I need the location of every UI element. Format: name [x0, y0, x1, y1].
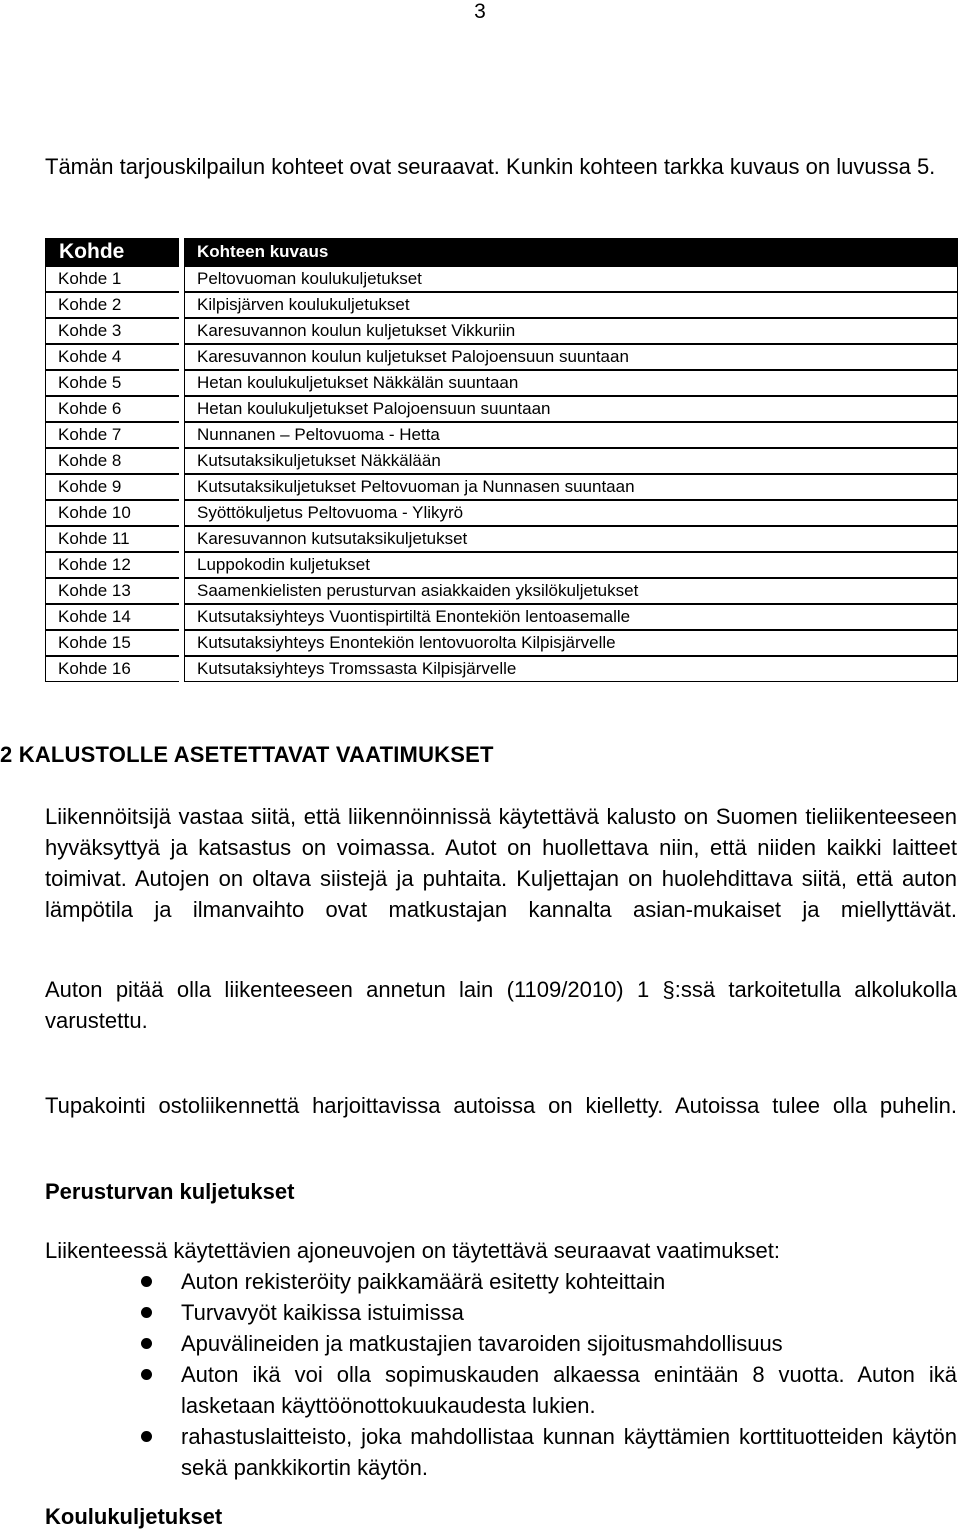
kuvaus-cell: Karesuvannon koulun kuljetukset Palojoensuun suuntaan: [184, 344, 958, 370]
kohde-cell: Kohde 13: [45, 578, 179, 604]
table-row: [45, 292, 958, 318]
list-item-text: rahastuslaitteisto, joka mahdollistaa kunnan käyttämien korttituotteiden käytön sekä pankkikortin käytön.: [181, 1424, 957, 1480]
intro-paragraph: Tämän tarjouskilpailun kohteet ovat seuraavat. Kunkin kohteen tarkka kuvaus on luvussa 5.: [45, 154, 936, 179]
kuvaus-cell: Peltovuoman koulukuljetukset: [184, 266, 958, 292]
table-row: [45, 526, 958, 552]
kohde-cell: Kohde 3: [45, 318, 179, 344]
table-row: [45, 474, 958, 500]
kohde-cell: Kohde 9: [45, 474, 179, 500]
kohde-cell: Kohde 4: [45, 344, 179, 370]
list-item: [45, 1421, 957, 1483]
kohde-cell: Kohde 12: [45, 552, 179, 578]
table-row: [45, 396, 958, 422]
alkolukko-paragraph: Auton pitää olla liikenteeseen annetun lain (1109/2010) 1 §:ssä tarkoitetulla alkolukolla varustettu.: [45, 977, 957, 1033]
header-kuvaus: Kohteen kuvaus: [184, 238, 958, 266]
table-row: [45, 448, 958, 474]
kuvaus-cell: Nunnanen – Peltovuoma - Hetta: [184, 422, 958, 448]
table-row: [45, 344, 958, 370]
table-row: [45, 266, 958, 292]
tupakointi-paragraph: Tupakointi ostoliikennettä harjoittavissa autoissa on kielletty. Autoissa tulee olla puhelin.: [45, 1093, 957, 1118]
requirement-list: [45, 1266, 957, 1483]
list-item: [45, 1297, 957, 1328]
kohde-cell: Kohde 6: [45, 396, 179, 422]
kuvaus-cell: Karesuvannon koulun kuljetukset Vikkuriin: [184, 318, 958, 344]
kuvaus-cell: Kilpisjärven koulukuljetukset: [184, 292, 958, 318]
header-kohde: Kohde: [45, 238, 179, 266]
kuvaus-cell: Syöttökuljetus Peltovuoma - Ylikyrö: [184, 500, 958, 526]
page-number: 3: [474, 0, 486, 23]
kohde-cell: Kohde 7: [45, 422, 179, 448]
list-item: [45, 1266, 957, 1297]
kalusto-paragraph: Liikennöitsijä vastaa siitä, että liikennöinnissä käytettävä kalusto on Suomen tieliikenteeseen hyväksyttyä ja katsastus on voimassa. Autot on huollettava niin, että niiden kaikki laitteet toimivat. Autojen on oltava siistejä ja puhtaita. Kuljettajan on huolehdittava siitä, että auton lämpötila ja ilmanvaihto ovat matkustajan kannalta asian-mukaiset ja miellyttävät.: [45, 804, 957, 922]
kohde-cell: Kohde 8: [45, 448, 179, 474]
kohde-cell: Kohde 15: [45, 630, 179, 656]
list-item-text: Auton ikä voi olla sopimuskauden alkaessa enintään 8 vuotta. Auton ikä lasketaan käyttöönottokuukaudesta lukien.: [181, 1362, 957, 1418]
kohde-table: [45, 238, 958, 682]
kohde-cell: Kohde 14: [45, 604, 179, 630]
bullet-icon: [141, 1338, 152, 1349]
list-item-text: Auton rekisteröity paikkamäärä esitetty kohteittain: [181, 1269, 666, 1294]
perusturva-intro: Liikenteessä käytettävien ajoneuvojen on täytettävä seuraavat vaatimukset:: [45, 1238, 781, 1263]
kuvaus-cell: Kutsutaksikuljetukset Peltovuoman ja Nunnasen suuntaan: [184, 474, 958, 500]
table-row: [45, 552, 958, 578]
table-row: [45, 500, 958, 526]
kuvaus-cell: Luppokodin kuljetukset: [184, 552, 958, 578]
kuvaus-cell: Kutsutaksiyhteys Enontekiön lentovuorolta Kilpisjärvelle: [184, 630, 958, 656]
kuvaus-cell: Kutsutaksikuljetukset Näkkälään: [184, 448, 958, 474]
kuvaus-cell: Kutsutaksiyhteys Tromssasta Kilpisjärvelle: [184, 656, 958, 682]
table-row: [45, 370, 958, 396]
kuvaus-cell: Saamenkielisten perusturvan asiakkaiden yksilökuljetukset: [184, 578, 958, 604]
kohde-cell: Kohde 5: [45, 370, 179, 396]
kohde-cell: Kohde 11: [45, 526, 179, 552]
kuvaus-cell: Hetan koulukuljetukset Näkkälän suuntaan: [184, 370, 958, 396]
table-row: [45, 578, 958, 604]
table-row: [45, 318, 958, 344]
kuvaus-cell: Hetan koulukuljetukset Palojoensuun suuntaan: [184, 396, 958, 422]
kohde-cell: Kohde 2: [45, 292, 179, 318]
section-heading: 2 KALUSTOLLE ASETETTAVAT VAATIMUKSET: [0, 742, 494, 767]
kuvaus-cell: Karesuvannon kutsutaksikuljetukset: [184, 526, 958, 552]
koulukuljetukset-heading: Koulukuljetukset: [45, 1504, 223, 1529]
kohde-cell: Kohde 1: [45, 266, 179, 292]
list-item: [45, 1328, 957, 1359]
kohde-cell: Kohde 16: [45, 656, 179, 682]
list-item-text: Turvavyöt kaikissa istuimissa: [181, 1300, 464, 1325]
table-row: [45, 422, 958, 448]
bullet-icon: [141, 1307, 152, 1318]
table-body: [45, 266, 958, 682]
perusturva-heading: Perusturvan kuljetukset: [45, 1179, 295, 1204]
table-row: [45, 630, 958, 656]
bullet-icon: [141, 1369, 152, 1380]
kohde-cell: Kohde 10: [45, 500, 179, 526]
table-header-row: [45, 238, 958, 266]
bullet-icon: [141, 1431, 152, 1442]
table-row: [45, 604, 958, 630]
table-row: [45, 656, 958, 682]
list-item-text: Apuvälineiden ja matkustajien tavaroiden sijoitusmahdollisuus: [181, 1331, 783, 1356]
bullet-icon: [141, 1276, 152, 1287]
list-item: [45, 1359, 957, 1421]
kuvaus-cell: Kutsutaksiyhteys Vuontispirtiltä Enontekiön lentoasemalle: [184, 604, 958, 630]
